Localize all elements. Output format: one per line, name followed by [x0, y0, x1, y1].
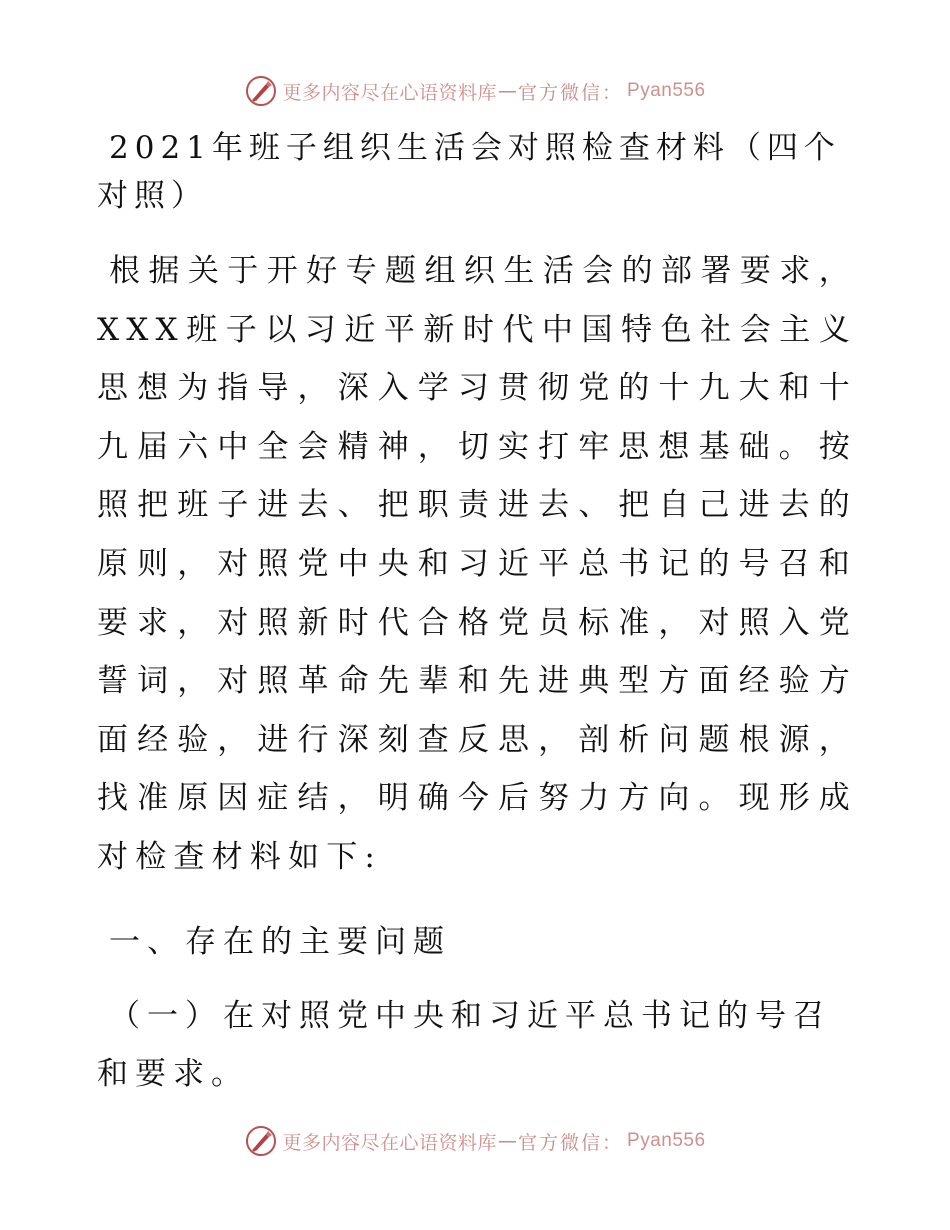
- watermark-separator: ：: [602, 1131, 622, 1154]
- document-body: [97, 124, 857, 1103]
- watermark-brand: 更多内容尽在心语资料库: [282, 81, 497, 104]
- watermark-separator: ：: [602, 81, 622, 104]
- watermark-dash: —: [497, 1130, 517, 1152]
- intro-paragraph: 根据关于开好专题组织生活会的部署要求，XXX班子以习近平新时代中国特色社会主义思想为指导，深入学习贯彻党的十九大和十九届六中全会精神，切实打牢思想基础。按照把班子进去、把职责进去、把自己进去的原则，对照党中央和习近平总书记的号召和要求，对照新时代合格党员标准，对照入党誓词，对照革命先辈和先进典型方面经验方面经验，进行深刻查反思，剖析问题根源，找准原因症结，明确今后努力方向。现形成对检查材料如下:: [97, 253, 857, 875]
- watermark-label: 官方微信: [517, 81, 602, 104]
- section-heading: 一、存在的主要问题: [109, 923, 451, 960]
- document-title: 2021年班子组织生活会对照检查材料（四个对照）: [97, 130, 841, 214]
- subsection-heading: （一）在对照党中央和习近平总书记的号召和要求。: [97, 997, 831, 1092]
- pen-logo-icon: [244, 1124, 278, 1158]
- watermark-brand: 更多内容尽在心语资料库: [282, 1131, 497, 1154]
- header-watermark: [0, 71, 950, 111]
- watermark-account: Pyan556: [627, 1130, 706, 1151]
- footer-watermark: [0, 1121, 950, 1161]
- watermark-label: 官方微信: [517, 1131, 602, 1154]
- watermark-account: Pyan556: [627, 80, 706, 101]
- pen-logo-icon: [244, 74, 278, 108]
- watermark-dash: —: [497, 80, 517, 102]
